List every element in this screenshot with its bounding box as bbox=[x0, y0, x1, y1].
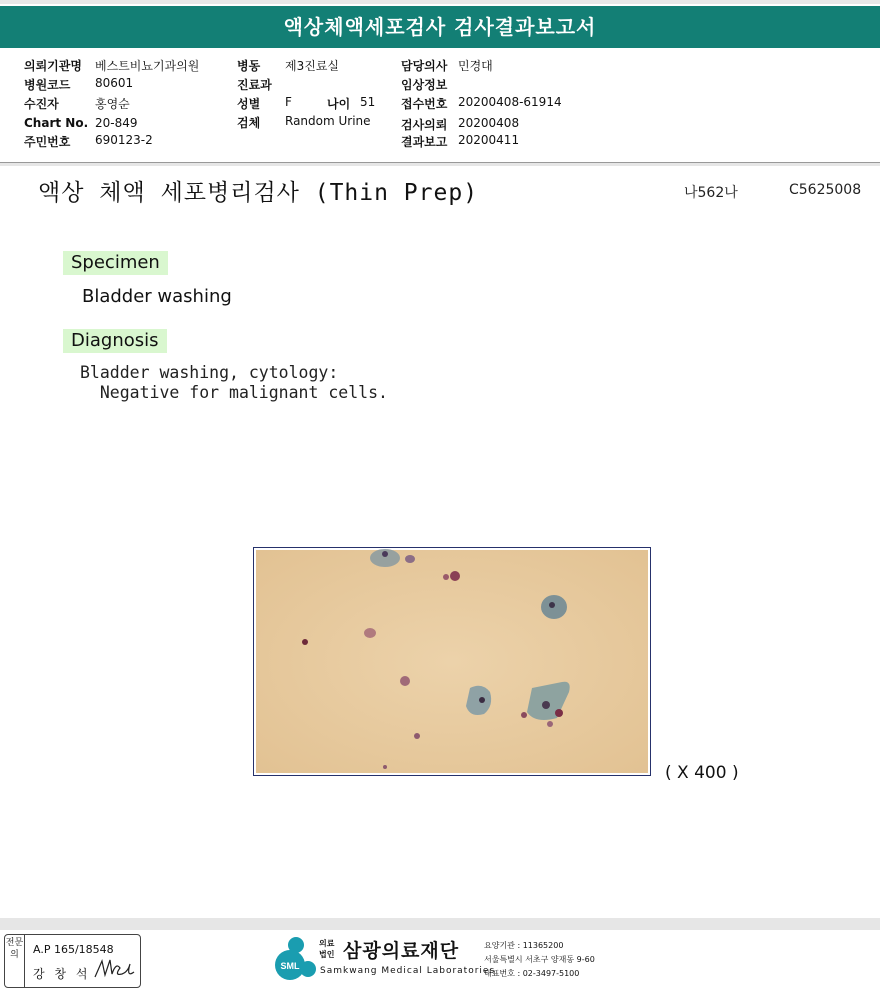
cytology-micrograph bbox=[253, 547, 651, 776]
label-receipt-number: 접수번호 bbox=[401, 97, 448, 111]
top-border bbox=[0, 0, 880, 4]
value-ward: 제3진료실 bbox=[285, 59, 340, 73]
value-request-date: 20200408 bbox=[458, 116, 520, 130]
value-age: 51 bbox=[360, 95, 376, 109]
org-info-line: 대표번호 : 02-3497-5100 bbox=[484, 969, 580, 978]
label-ward: 병동 bbox=[237, 59, 261, 73]
stamp-ap-number: A.P 165/18548 bbox=[33, 943, 114, 956]
label-sex: 성별 bbox=[237, 97, 261, 111]
magnification-label: ( X 400 ) bbox=[665, 763, 739, 783]
org-contact-info bbox=[484, 939, 595, 981]
signature-image bbox=[93, 957, 135, 981]
value-sex: F bbox=[285, 95, 292, 109]
label-patient: 수진자 bbox=[24, 97, 59, 111]
report-code-2: C5625008 bbox=[789, 182, 862, 198]
org-prefix: 의료 법인 bbox=[319, 939, 335, 959]
label-specimen-type: 검체 bbox=[237, 116, 261, 130]
diagnosis-text: Bladder washing, cytology: Negative for malignant cells. bbox=[80, 363, 388, 402]
section-divider bbox=[0, 163, 880, 166]
report-title: 액상 체액 세포병리검사 (Thin Prep) bbox=[38, 180, 479, 206]
value-doctor: 민경대 bbox=[458, 59, 493, 73]
value-patient: 홍영순 bbox=[95, 97, 130, 111]
stamp-specialist-label: 전문의 bbox=[5, 935, 25, 987]
patient-info-panel bbox=[0, 50, 880, 163]
label-request-date: 검사의뢰 bbox=[401, 118, 448, 132]
report-code-1: 나562나 bbox=[684, 185, 738, 201]
value-specimen-type: Random Urine bbox=[285, 114, 371, 128]
org-name: 삼광의료재단 bbox=[343, 940, 460, 962]
report-header-title: 액상체액세포검사 검사결과보고서 bbox=[0, 6, 880, 48]
label-department: 진료과 bbox=[237, 78, 272, 92]
label-hospital-code: 병원코드 bbox=[24, 78, 71, 92]
footer-divider bbox=[0, 918, 880, 930]
value-receipt-number: 20200408-61914 bbox=[458, 95, 562, 109]
label-age: 나이 bbox=[327, 97, 351, 111]
label-report-date: 결과보고 bbox=[401, 135, 448, 149]
label-requesting-institution: 의뢰기관명 bbox=[24, 59, 82, 73]
logo-text: SML bbox=[280, 961, 300, 971]
value-hospital-code: 80601 bbox=[95, 76, 134, 90]
sml-logo-icon bbox=[270, 935, 318, 983]
org-english-name: Samkwang Medical Laboratories bbox=[320, 966, 496, 976]
value-chart-no: 20-849 bbox=[95, 116, 138, 130]
value-requesting-institution: 베스트비뇨기과의원 bbox=[95, 59, 200, 73]
label-clinical-info: 임상정보 bbox=[401, 78, 448, 92]
specimen-text: Bladder washing bbox=[82, 286, 232, 307]
label-chart-no: Chart No. bbox=[24, 116, 89, 130]
value-report-date: 20200411 bbox=[458, 133, 520, 147]
diagnosis-heading: Diagnosis bbox=[63, 329, 167, 353]
org-info-line: 요양기관 : 11365200 bbox=[484, 941, 564, 950]
specimen-heading: Specimen bbox=[63, 251, 168, 275]
label-resident-number: 주민번호 bbox=[24, 135, 71, 149]
sml-logo bbox=[270, 935, 318, 987]
stamp-pathologist-name: 강 창 석 bbox=[33, 967, 91, 981]
label-doctor: 담당의사 bbox=[401, 59, 448, 73]
pathologist-stamp bbox=[4, 934, 141, 988]
micrograph-image bbox=[254, 548, 650, 775]
org-info-line: 서울특별시 서초구 양재동 9-60 bbox=[484, 955, 595, 964]
value-resident-number: 690123-2 bbox=[95, 133, 153, 147]
